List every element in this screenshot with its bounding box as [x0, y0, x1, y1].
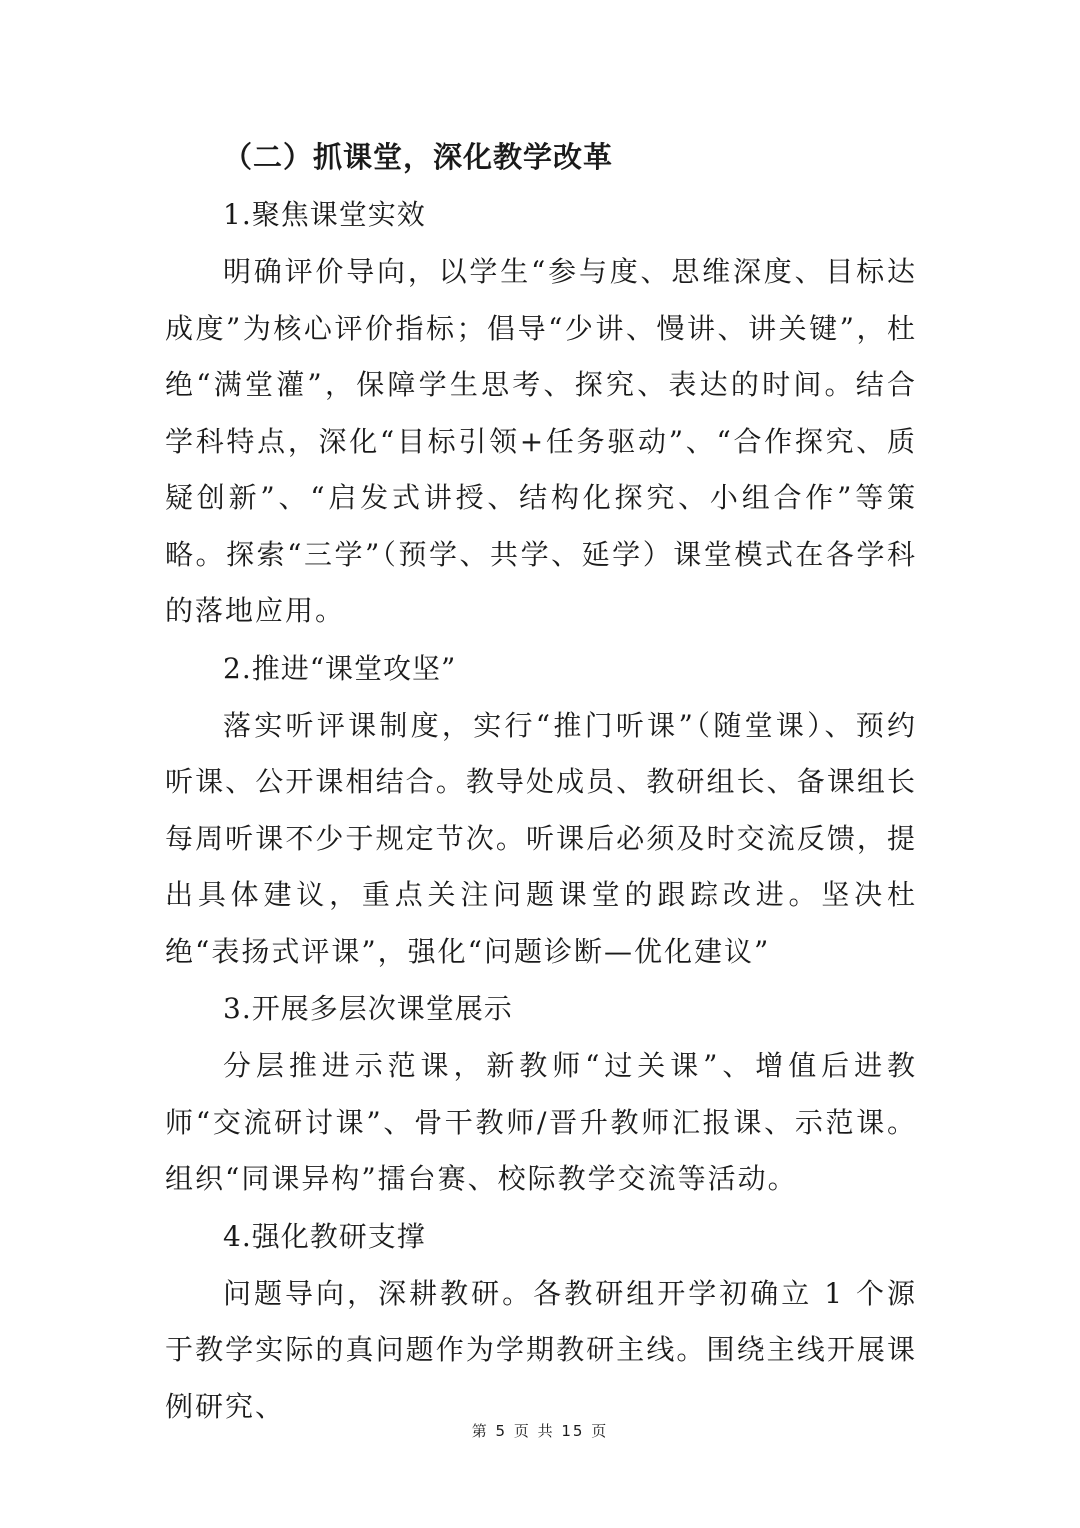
document-body [165, 128, 917, 1435]
subtitle-classroom-showcase: 3.开展多层次课堂展示 [223, 992, 513, 1025]
subtitle-focus-classroom: 1.聚焦课堂实效 [223, 198, 426, 231]
paragraph-focus-classroom: 明确评价导向，以学生“参与度、思维深度、目标达成度”为核心评价指标；倡导“少讲、慢讲、讲关键”，杜绝“满堂灌”，保障学生思考、探究、表达的时间。结合学科特点，深化“目标引领+任务驱动”、“合作探究、质疑创新”、“启发式讲授、结构化探究、小组合作”等策略。探索“三学”（预学、共学、延学）课堂模式在各学科的落地应用。 [165, 255, 917, 627]
paragraph-classroom-showcase: 分层推进示范课，新教师“过关课”、增值后进教师“交流研讨课”、骨干教师/晋升教师汇报课、示范课。组织“同课异构”擂台赛、校际教学交流等活动。 [165, 1049, 917, 1195]
paragraph-classroom-push: 落实听评课制度，实行“推门听课”（随堂课）、预约听课、公开课相结合。教导处成员、教研组长、备课组长每周听课不少于规定节次。听课后必须及时交流反馈，提出具体建议，重点关注问题课堂的跟踪改进。坚决杜绝“表扬式评课”，强化“问题诊断—优化建议” [165, 708, 917, 968]
page-footer: 第 5 页 共 15 页 [471, 1422, 609, 1440]
subtitle-teaching-research: 4.强化教研支撑 [223, 1219, 426, 1253]
section-heading: （二）抓课堂，深化教学改革 [223, 140, 614, 174]
subtitle-classroom-push: 2.推进“课堂攻坚” [223, 651, 457, 685]
paragraph-teaching-research: 问题导向，深耕教研。各教研组开学初确立 1 个源于教学实际的真问题作为学期教研主线。围绕主线开展课例研究、 [165, 1276, 917, 1423]
